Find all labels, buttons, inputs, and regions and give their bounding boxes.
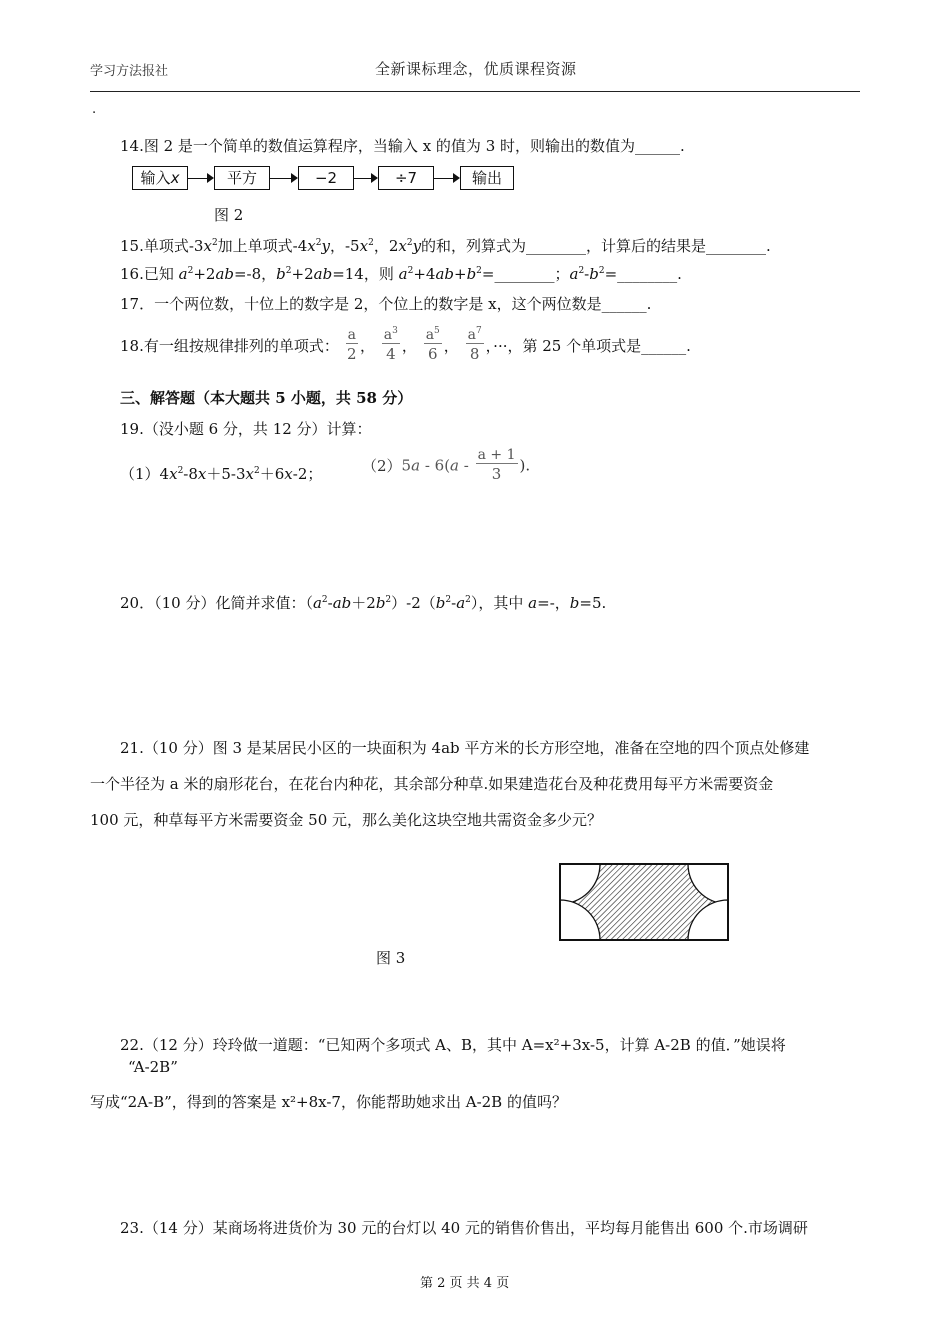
- flow-input-box: [132, 166, 188, 190]
- question-22-line-1: 22.（12 分）玲玲做一道题：“已知两个多项式 A、B，其中 A=x²+3x-5，计算 A-2B 的值．”她误将: [120, 1036, 786, 1054]
- question-19-part-1: $(1)4x^2-8x+5-3x^2+6x-2$；: [120, 465, 323, 483]
- fraction-3: $\frac{a^5}{6}$: [425, 326, 440, 364]
- flow-step-divide: ÷7: [378, 166, 434, 190]
- question-15: 15.单项式$-3x^2$加上单项式$-4x^2y$，$-5x^2$，$2x^2y$的和，列算式为________，计算后的结果是________.: [120, 237, 771, 255]
- question-16: 16.已知 $a^2+2ab=-8$，$b^2+2ab=14$，则 $a^2+4ab+b^2=\_\_\_\_\_\_\_\_$；$a^2-b^2=\_\_\_\_\_\_\_\_$.: [120, 265, 682, 283]
- flow-input-var: x: [170, 169, 180, 187]
- flow-step-minus: −2: [298, 166, 354, 190]
- fraction-1: $\frac{a}{2}$: [347, 327, 357, 364]
- figure-3-rectangle: [558, 862, 730, 942]
- section-3-title: 三、解答题（本大题共 5 小题，共 58 分）: [120, 389, 413, 407]
- question-23-line-1: 23.（14 分）某商场将进货价为 30 元的台灯以 40 元的销售价售出，平均每月能售出 600 个.市场调研: [120, 1219, 808, 1237]
- question-21-line-2: 一个半径为 a 米的扇形花台，在花台内种花，其余部分种草.如果建造花台及种花费用每平方米需要资金: [90, 775, 774, 793]
- question-18: 18.有一组按规律排列的单项式： $\frac{a}{2}$ ， $\frac{a^3}{4}$ ， $\frac{a^5}{6}$ ， $\frac{a^7}{8}$ ，···，第 25 个单项式是______.: [120, 326, 691, 364]
- fraction-4: $\frac{a^7}{8}$: [467, 326, 482, 364]
- question-22-line-2: “A-2B”: [128, 1058, 178, 1076]
- question-21-line-3: 100 元，种草每平方米需要资金 50 元，那么美化这块空地共需资金多少元？: [90, 811, 603, 829]
- flow-arrow-2: [270, 178, 296, 179]
- question-19-title: 19.（没小题 6 分，共 12 分）计算：: [120, 420, 372, 438]
- fraction-a-plus-1-over-3: $\frac{a + 1}{3}$: [477, 447, 516, 484]
- flow-arrow-3: [354, 178, 376, 179]
- question-21-line-1: 21.（10 分）图 3 是某居民小区的一块面积为 4ab 平方米的长方形空地，准备在空地的四个顶点处修建: [120, 739, 810, 757]
- fraction-2: $\frac{a^3}{4}$: [383, 326, 398, 364]
- flow-input-label: 输入: [140, 169, 171, 187]
- figure-2-caption: 图 2: [214, 206, 244, 224]
- header-left: 学习方法报社: [90, 64, 169, 79]
- header-center: 全新课标理念，优质课程资源: [375, 60, 577, 78]
- flow-step-square: 平方: [214, 166, 270, 190]
- page-footer: 第 2 页 共 4 页: [420, 1276, 510, 1291]
- flow-arrow-1: [188, 178, 212, 179]
- stray-dot: .: [92, 102, 97, 117]
- figure-3-caption: 图 3: [376, 949, 406, 967]
- flow-output-box: 输出: [460, 166, 514, 190]
- question-17: 17．一个两位数，十位上的数字是 2，个位上的数字是 x，这个两位数是______.: [120, 295, 652, 313]
- question-22-line-3: 写成“2A-B”，得到的答案是 x²+8x-7，你能帮助她求出 A-2B 的值吗？: [90, 1093, 567, 1111]
- flow-diagram: [132, 166, 522, 192]
- question-20: 20．（10 分）化简并求值：$(a^2-ab+2b^2)-2(b^2-a^2)$，其中 a=-，b=5.: [120, 594, 607, 612]
- header-rule: [90, 91, 860, 92]
- question-14: 14.图 2 是一个简单的数值运算程序，当输入 x 的值为 3 时，则输出的数值为______.: [120, 137, 685, 155]
- flow-arrow-4: [434, 178, 458, 179]
- question-19-part-2: （2）5a - 6(a - $\frac{a + 1}{3}$ ).: [362, 447, 531, 484]
